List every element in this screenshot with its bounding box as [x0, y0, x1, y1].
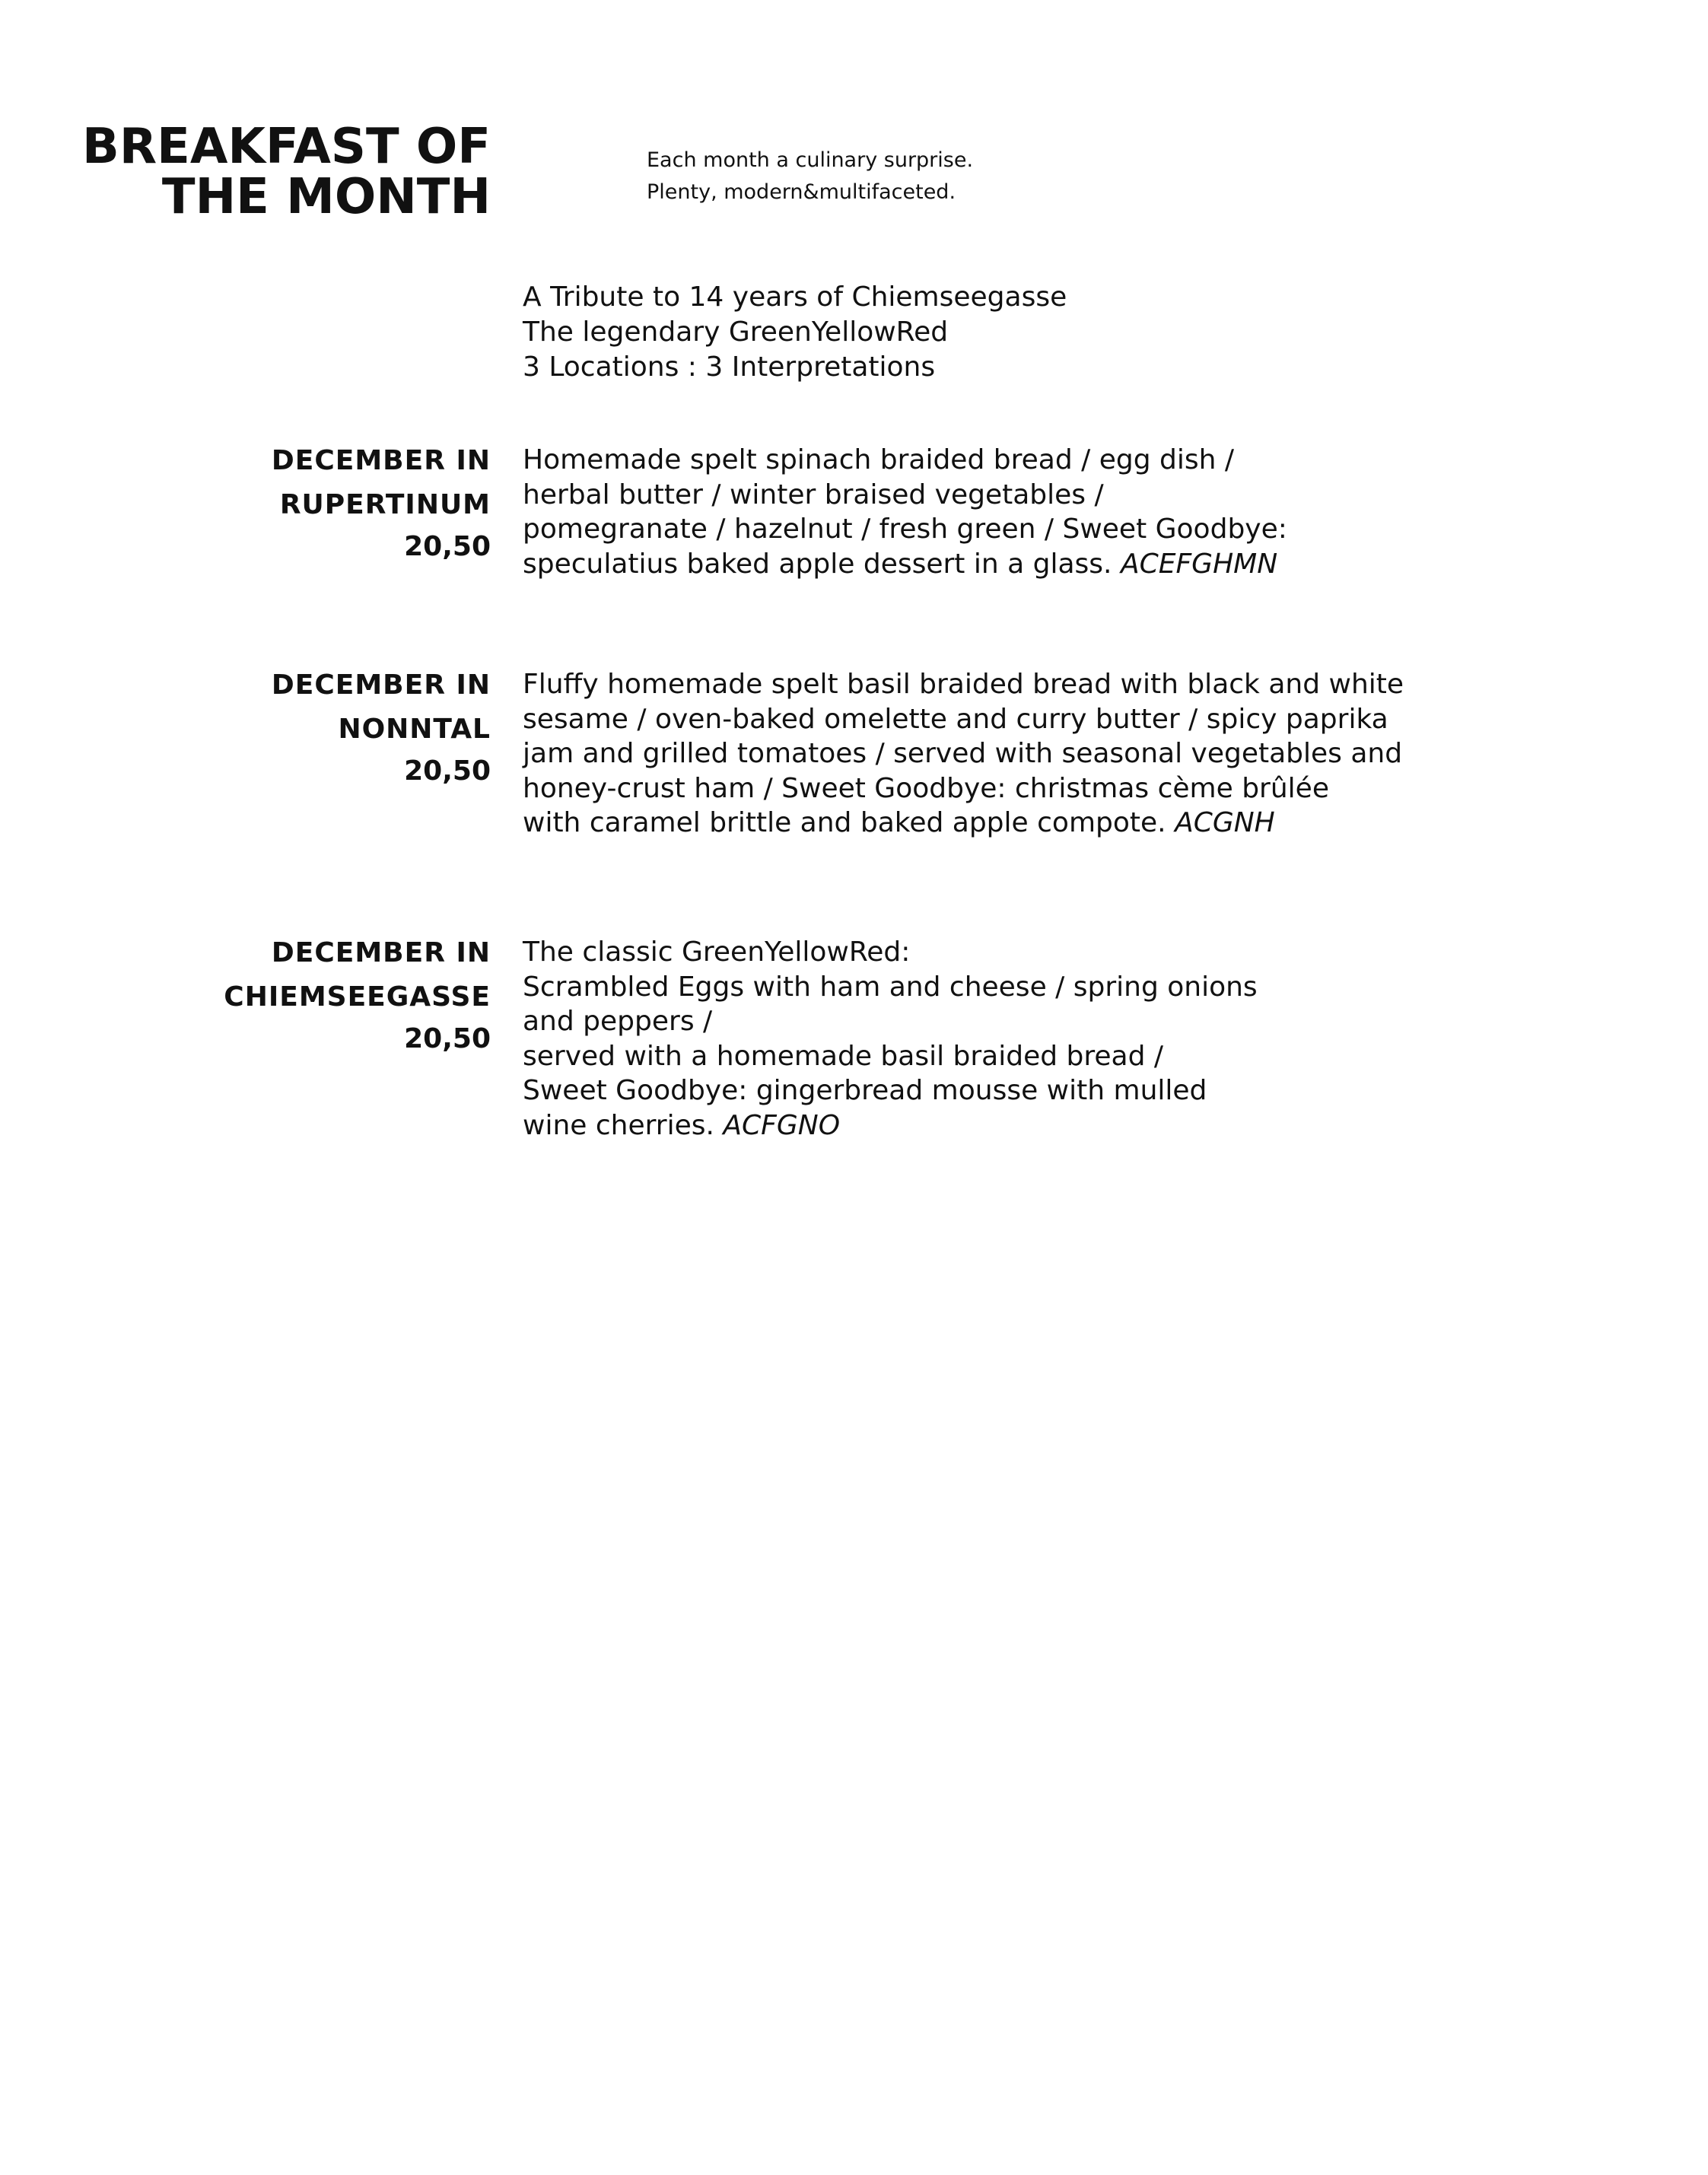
intro-line-1: A Tribute to 14 years of Chiemseegasse	[523, 281, 1067, 313]
menu-item-month: DECEMBER IN	[271, 937, 491, 968]
description-line: Sweet Goodbye: gingerbread mousse with mulled	[523, 1075, 1207, 1106]
menu-item-label-rupertinum	[272, 439, 491, 567]
menu-item-label-nonntal	[272, 663, 491, 791]
description-line: honey-crust ham / Sweet Goodbye: christmas cème brûlée	[523, 772, 1329, 804]
menu-item-price: 20,50	[404, 531, 491, 562]
description-line: jam and grilled tomatoes / served with seasonal vegetables and	[523, 738, 1403, 769]
menu-item-description-nonntal	[523, 667, 1404, 841]
menu-item-description-chiemseegasse	[523, 935, 1258, 1143]
menu-item-location: NONNTAL	[338, 714, 491, 745]
intro-text	[523, 280, 1067, 385]
description-line: herbal butter / winter braised vegetables /	[523, 479, 1104, 510]
intro-line-2: The legendary GreenYellowRed	[523, 316, 949, 348]
menu-item-month: DECEMBER IN	[271, 669, 491, 701]
description-line-text: wine cherries.	[523, 1109, 714, 1141]
description-line: Fluffy homemade spelt basil braided bread with black and white	[523, 669, 1404, 700]
menu-item-location: RUPERTINUM	[279, 489, 491, 520]
description-line: served with a homemade basil braided bread /	[523, 1040, 1164, 1072]
page-title	[82, 119, 491, 225]
description-line: Homemade spelt spinach braided bread / egg dish /	[523, 444, 1234, 475]
intro-line-3: 3 Locations : 3 Interpretations	[523, 351, 936, 383]
allergen-codes: ACGNH	[1175, 807, 1275, 838]
description-line	[523, 806, 1404, 841]
description-line: and peppers /	[523, 1006, 713, 1037]
description-line-text: speculatius baked apple dessert in a glass.	[523, 548, 1112, 580]
menu-item-price: 20,50	[404, 1023, 491, 1054]
page-title-line-1: BREAKFAST OF	[82, 119, 491, 175]
menu-item-description-rupertinum	[523, 443, 1287, 581]
description-line: pomegranate / hazelnut / fresh green / Sweet Goodbye:	[523, 514, 1287, 545]
menu-item-label-chiemseegasse	[224, 931, 491, 1059]
description-line-text: with caramel brittle and baked apple compote.	[523, 807, 1166, 838]
description-line: sesame / oven-baked omelette and curry butter / spicy paprika	[523, 703, 1388, 735]
menu-item-location: CHIEMSEEGASSE	[224, 981, 491, 1013]
description-line	[523, 1108, 1258, 1143]
tagline-line-2: Plenty, modern&multifaceted.	[647, 180, 956, 204]
description-line: Scrambled Eggs with ham and cheese / spring onions	[523, 971, 1258, 1003]
description-line: The classic GreenYellowRed:	[523, 936, 911, 968]
menu-item-price: 20,50	[404, 755, 491, 787]
page-title-line-2: THE MONTH	[161, 169, 491, 225]
tagline-line-1: Each month a culinary surprise.	[647, 148, 974, 172]
description-line	[523, 547, 1287, 582]
tagline	[647, 145, 973, 208]
allergen-codes: ACEFGHMN	[1120, 548, 1278, 580]
allergen-codes: ACFGNO	[723, 1109, 841, 1141]
menu-item-month: DECEMBER IN	[271, 445, 491, 476]
